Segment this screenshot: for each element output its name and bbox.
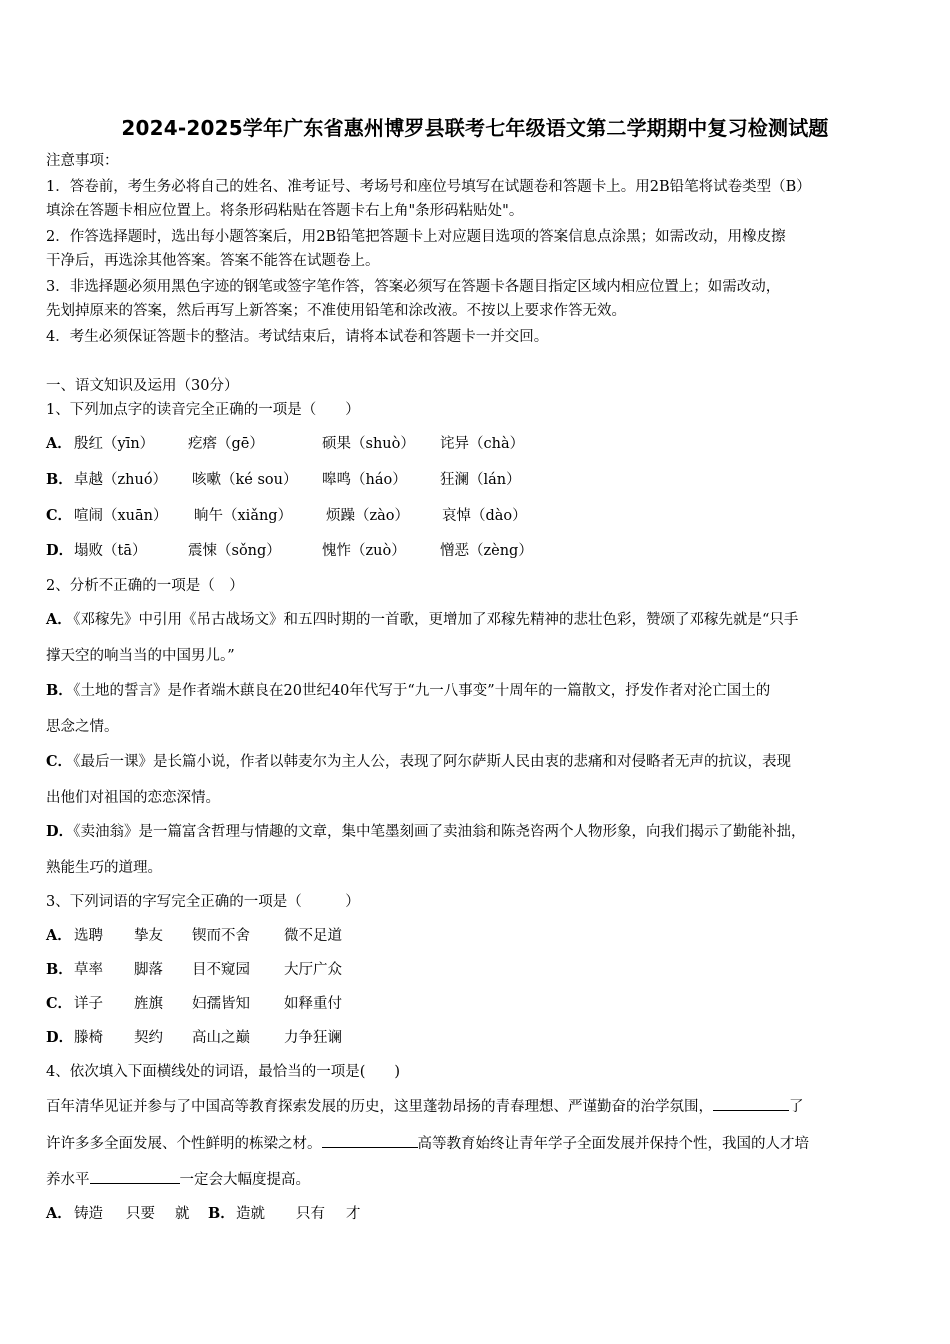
option-text: 思念之情。 [46, 719, 119, 735]
option-label: C． [46, 507, 73, 524]
option-item: 微不足道 [284, 928, 342, 944]
passage-text: 百年清华见证并参与了中国高等教育探索发展的历史，这里蓬勃昂扬的青春理想、严谨勤奋的治学氛围， [46, 1099, 713, 1115]
option-label: A． [46, 435, 72, 452]
option-item: 疙瘩（gē） [188, 436, 264, 452]
option-item: 愧怍（zuò） [322, 543, 406, 559]
passage-text: 许许多多全面发展、个性鲜明的栋梁之材。 [46, 1136, 322, 1152]
notice-line: 3．非选择题必须用黑色字迹的钢笔或签字笔作答，答案必须写在答题卡各题目指定区域内相应位置上；如需改动， [46, 279, 781, 295]
option-item: 喧闹（xuān） [74, 508, 168, 524]
option-label: B． [46, 471, 73, 488]
option-item: 卓越（zhuó） [74, 472, 168, 488]
option-item: 咳嗽（ké sou） [192, 472, 298, 488]
option-item: 挚友 [134, 928, 163, 944]
option-item: 憎恶（zèng） [440, 543, 533, 559]
option-label: A． [46, 927, 72, 944]
notice-heading: 注意事项： [46, 153, 119, 169]
passage-text: 养水平 [46, 1172, 90, 1188]
option-item: 大厅广众 [284, 962, 342, 978]
option-item: 目不窥园 [192, 962, 250, 978]
option-item: 才 [346, 1206, 361, 1222]
passage-line [46, 1096, 804, 1117]
option-label: D． [46, 823, 74, 840]
option-item: 脚落 [134, 962, 163, 978]
passage-text: 高等教育始终让青年学子全面发展并保持个性，我国的人才培 [417, 1136, 809, 1152]
page-title: 2024-2025学年广东省惠州博罗县联考七年级语文第二学期期中复习检测试题 [121, 116, 829, 140]
notice-line: 先划掉原来的答案，然后再写上新答案；不准使用铅笔和涂改液。不按以上要求作答无效。 [46, 303, 626, 319]
option-item: 震悚（sǒng） [188, 543, 281, 559]
option-item: 如释重付 [284, 996, 342, 1012]
option-text: 撑天空的响当当的中国男儿。” [46, 648, 235, 664]
option-item: 旌旗 [134, 996, 163, 1012]
fill-blank-3 [90, 1169, 180, 1184]
option-item: 选聘 [74, 928, 103, 944]
option-item: 哀悼（dào） [442, 508, 527, 524]
option-text: 《邓稼先》中引用《吊古战场文》和五四时期的一首歌，更增加了邓稼先精神的悲壮色彩，赞颂了邓稼先就是“只手 [66, 612, 799, 628]
notice-line: 2．作答选择题时，选出每小题答案后，用2B铅笔把答题卡上对应题目选项的答案信息点涂黑；如需改动，用橡皮擦 [46, 229, 786, 245]
notice-line: 填涂在答题卡相应位置上。将条形码粘贴在答题卡右上角"条形码粘贴处"。 [46, 203, 524, 219]
option-item: 造就 [236, 1206, 265, 1222]
option-item: 塌败（tā） [74, 543, 147, 559]
question-4-stem: 4、依次填入下面横线处的词语，最恰当的一项是( ) [46, 1064, 401, 1080]
option-label: D． [46, 1029, 74, 1046]
option-item: 只要 [126, 1206, 155, 1222]
question-2-stem: 2、分析不正确的一项是（ ） [46, 578, 244, 594]
option-label: D． [46, 542, 74, 559]
option-label: C． [46, 753, 73, 770]
option-label: B． [46, 961, 73, 978]
option-label: A． [46, 1205, 72, 1222]
option-text: 出他们对祖国的恋恋深情。 [46, 790, 220, 806]
option-item: 滕椅 [74, 1030, 103, 1046]
fill-blank-1 [713, 1096, 789, 1111]
passage-text: 了 [789, 1099, 804, 1115]
option-item: 铸造 [74, 1206, 103, 1222]
fill-blank-2 [322, 1133, 418, 1148]
notice-line: 1．答卷前，考生务必将自己的姓名、准考证号、考场号和座位号填写在试题卷和答题卡上。用2B铅笔将试卷类型（B） [46, 179, 811, 195]
passage-text: 一定会大幅度提高。 [179, 1172, 310, 1188]
option-item: 高山之巅 [192, 1030, 250, 1046]
option-item: 殷红（yīn） [74, 436, 155, 452]
passage-line [46, 1169, 310, 1190]
question-1-stem: 1、下列加点字的读音完全正确的一项是（ ） [46, 402, 360, 418]
option-item: 只有 [296, 1206, 325, 1222]
section-heading: 一、语文知识及运用（30分） [46, 378, 239, 394]
option-item: 晌午（xiǎng） [194, 508, 293, 524]
passage-line [46, 1133, 809, 1154]
option-item: 契约 [134, 1030, 163, 1046]
option-label: A． [46, 611, 72, 628]
option-text: 《卖油翁》是一篇富含哲理与情趣的文章，集中笔墨刻画了卖油翁和陈尧咨两个人物形象，向我们揭示了勤能补拙， [66, 824, 806, 840]
option-item: 诧异（chà） [440, 436, 525, 452]
option-text: 熟能生巧的道理。 [46, 860, 162, 876]
option-item: 狂澜（lán） [440, 472, 521, 488]
question-3-stem: 3、下列词语的字写完全正确的一项是（ ） [46, 894, 360, 910]
option-text: 《最后一课》是长篇小说，作者以韩麦尔为主人公，表现了阿尔萨斯人民由衷的悲痛和对侵略者无声的抗议，表现 [66, 754, 791, 770]
option-label: B． [46, 682, 73, 699]
notice-line: 4．考生必须保证答题卡的整洁。考试结束后，请将本试卷和答题卡一并交回。 [46, 329, 549, 345]
option-text: 《土地的誓言》是作者端木蕻良在20世纪40年代写于“九一八事变”十周年的一篇散文，抒发作者对沦亡国土的 [66, 683, 771, 699]
option-label: B． [208, 1205, 235, 1222]
option-label: C． [46, 995, 73, 1012]
option-item: 力争狂谰 [284, 1030, 342, 1046]
option-item: 草率 [74, 962, 103, 978]
option-item: 嗥鸣（háo） [322, 472, 407, 488]
option-item: 烦躁（zào） [326, 508, 410, 524]
option-item: 锲而不舍 [192, 928, 250, 944]
option-item: 就 [175, 1206, 190, 1222]
option-item: 妇孺皆知 [192, 996, 250, 1012]
option-item: 详子 [74, 996, 103, 1012]
option-item: 硕果（shuò） [322, 436, 415, 452]
notice-line: 干净后，再选涂其他答案。答案不能答在试题卷上。 [46, 253, 380, 269]
